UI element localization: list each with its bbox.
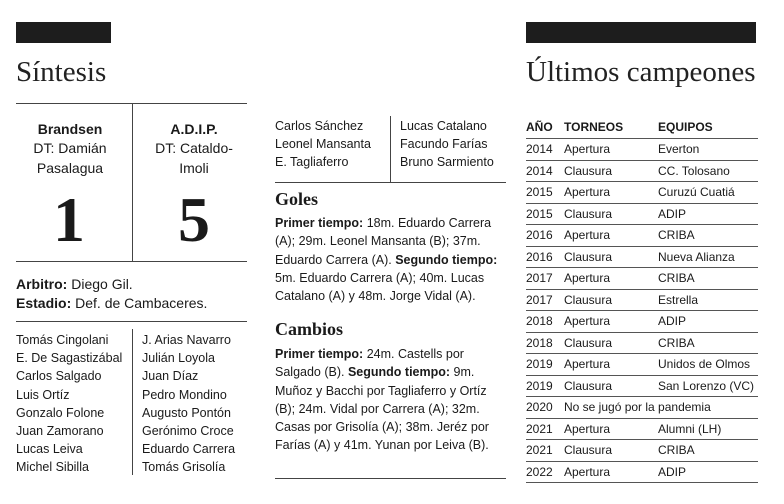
cell-torneo: Clausura	[564, 440, 658, 462]
away-team-name: A.D.I.P.	[170, 121, 218, 137]
cell-equipo: CRIBA	[658, 332, 758, 354]
cell-torneo: Apertura	[564, 418, 658, 440]
table-row	[526, 418, 758, 440]
cambios-second-label: Segundo tiempo:	[347, 365, 451, 380]
cell-equipo: CC. Tolosano	[658, 160, 758, 182]
sintesis-header-bar	[16, 22, 111, 43]
players-divider	[132, 329, 133, 475]
cell-year: 2022	[526, 461, 564, 483]
cambios-title: Cambios	[275, 319, 344, 339]
cell-torneo: Clausura	[564, 289, 658, 311]
cambios-bottom-rule	[275, 478, 506, 479]
estadio-value: Def. de Cambaceres.	[75, 295, 208, 311]
arbitro-value: Diego Gil.	[71, 276, 133, 292]
home-sub: Leonel Mansanta	[275, 137, 371, 152]
cell-torneo: Clausura	[564, 160, 658, 182]
cell-equipo: Unidos de Olmos	[658, 354, 758, 376]
table-row	[526, 375, 758, 397]
cell-year: 2015	[526, 182, 564, 204]
sintesis-title: Síntesis	[16, 56, 107, 88]
cell-equipo: ADIP	[658, 203, 758, 225]
away-players-list	[142, 331, 235, 477]
cell-year: 2019	[526, 375, 564, 397]
subs-divider	[390, 116, 391, 182]
table-row	[526, 397, 758, 419]
away-team	[144, 120, 244, 178]
home-team-dt-line1: DT: Damián	[33, 140, 107, 156]
away-score: 5	[178, 184, 210, 255]
home-player: Carlos Salgado	[16, 369, 102, 384]
goles-first-text: 18m. Eduardo Carrera (A); 29m. Leonel Mansanta (B); 37m. Eduardo Carrera (A).	[275, 216, 492, 267]
table-row	[526, 354, 758, 376]
home-sub: Carlos Sánchez	[275, 119, 364, 133]
goles-second-label: Segundo tiempo:	[395, 252, 498, 267]
cell-torneo: Clausura	[564, 375, 658, 397]
cell-equipo: San Lorenzo (VC)	[658, 375, 758, 397]
cell-year: 2018	[526, 332, 564, 354]
cell-torneo: Clausura	[564, 246, 658, 268]
cell-equipo: CRIBA	[658, 440, 758, 462]
table-row	[526, 182, 758, 204]
away-player: Juan Díaz	[142, 369, 199, 384]
arbitro-line	[16, 275, 133, 294]
home-player: E. De Sagastizábal	[16, 351, 123, 366]
campeones-table	[526, 116, 758, 483]
cell-torneo: Apertura	[564, 182, 658, 204]
table-row	[526, 139, 758, 161]
home-player: Michel Sibilla	[16, 460, 89, 475]
subs-bottom-rule	[275, 182, 506, 183]
cell-year: 2016	[526, 246, 564, 268]
away-player: Julián Loyola	[142, 351, 215, 366]
table-row	[526, 289, 758, 311]
home-player: Tomás Cingolani	[16, 333, 109, 347]
goles-second-text: 5m. Eduardo Carrera (A); 40m. Lucas Catalano (A) y 48m. Jorge Vidal (A).	[275, 270, 485, 304]
home-player: Luis Ortíz	[16, 387, 70, 402]
goles-text	[275, 214, 507, 305]
table-row	[526, 203, 758, 225]
cell-torneo: Apertura	[564, 139, 658, 161]
table-header-row	[526, 116, 758, 139]
cell-year: 2020	[526, 397, 564, 419]
cell-year: 2014	[526, 139, 564, 161]
cell-torneo: Clausura	[564, 332, 658, 354]
estadio-label: Estadio:	[16, 295, 72, 311]
cell-equipo: ADIP	[658, 461, 758, 483]
estadio-line	[16, 294, 207, 313]
away-player: Tomás Grisolía	[142, 460, 226, 475]
table-row	[526, 246, 758, 268]
table-row	[526, 332, 758, 354]
cell-torneo: No se jugó por la pandemia	[564, 397, 758, 419]
cell-year: 2017	[526, 289, 564, 311]
away-player: Pedro Mondino	[142, 387, 227, 402]
home-team-name: Brandsen	[37, 121, 103, 137]
goles-first-label: Primer tiempo:	[275, 216, 364, 230]
campeones-header-bar	[526, 22, 756, 43]
home-team	[20, 120, 120, 178]
cambios-text	[275, 345, 507, 455]
table-row	[526, 461, 758, 483]
home-players-list	[16, 331, 122, 477]
away-team-dt-line1: DT: Cataldo-	[155, 140, 233, 156]
home-player: Lucas Leiva	[16, 442, 83, 457]
cell-torneo: Apertura	[564, 354, 658, 376]
cell-year: 2017	[526, 268, 564, 290]
away-player: Gerónimo Croce	[142, 424, 234, 439]
away-sub: Bruno Sarmiento	[400, 155, 494, 170]
table-row	[526, 225, 758, 247]
cell-year: 2015	[526, 203, 564, 225]
campeones-title: Últimos campeones	[526, 56, 756, 88]
info-bottom-rule	[16, 321, 247, 322]
cell-year: 2021	[526, 440, 564, 462]
home-player: Gonzalo Folone	[16, 405, 105, 420]
away-sub: Lucas Catalano	[400, 119, 487, 133]
cell-equipo: Nueva Alianza	[658, 246, 758, 268]
cell-year: 2019	[526, 354, 564, 376]
away-player: Augusto Pontón	[142, 405, 231, 420]
away-sub: Facundo Farías	[400, 137, 488, 152]
cell-equipo: ADIP	[658, 311, 758, 333]
home-subs-list	[275, 117, 371, 172]
home-player: Juan Zamorano	[16, 424, 104, 439]
cell-torneo: Apertura	[564, 461, 658, 483]
cell-equipo: Alumni (LH)	[658, 418, 758, 440]
teams-divider	[132, 103, 133, 261]
header-torneos: TORNEOS	[564, 120, 624, 134]
header-equipos: EQUIPOS	[658, 120, 713, 134]
table-row	[526, 160, 758, 182]
cell-year: 2014	[526, 160, 564, 182]
cell-year: 2016	[526, 225, 564, 247]
away-player: Eduardo Carrera	[142, 442, 236, 457]
away-subs-list	[400, 117, 494, 172]
table-row	[526, 268, 758, 290]
arbitro-label: Arbitro:	[16, 276, 68, 292]
cell-equipo: CRIBA	[658, 268, 758, 290]
cambios-first-text: 24m. Castells por Salgado (B).	[275, 347, 464, 380]
home-score: 1	[53, 184, 85, 255]
cell-equipo: Curuzú Cuatiá	[658, 182, 758, 204]
table-row	[526, 311, 758, 333]
cambios-first-label: Primer tiempo:	[275, 347, 364, 361]
cell-equipo: CRIBA	[658, 225, 758, 247]
away-team-dt-line2: Imoli	[179, 160, 209, 176]
cell-torneo: Apertura	[564, 311, 658, 333]
home-team-dt-line2: Pasalagua	[36, 160, 104, 176]
teams-bottom-rule	[16, 261, 247, 262]
cell-equipo: Everton	[658, 139, 758, 161]
header-year: AÑO	[526, 120, 553, 134]
cell-torneo: Apertura	[564, 268, 658, 290]
goles-title: Goles	[275, 189, 318, 209]
cambios-second-text: 9m. Muñoz y Bacchi por Tagliaferro y Ortíz (B); 24m. Vidal por Carrera (A); 32m. Casas por Grisolía (A); 38m. Jeréz por Farías (A) y 41m. Yunan por Leiva (B).	[275, 365, 489, 453]
cell-torneo: Apertura	[564, 225, 658, 247]
cell-equipo: Estrella	[658, 289, 758, 311]
away-player: J. Arias Navarro	[142, 333, 231, 347]
home-sub: E. Tagliaferro	[275, 155, 349, 170]
table-row	[526, 440, 758, 462]
cell-torneo: Clausura	[564, 203, 658, 225]
cell-year: 2018	[526, 311, 564, 333]
cell-year: 2021	[526, 418, 564, 440]
